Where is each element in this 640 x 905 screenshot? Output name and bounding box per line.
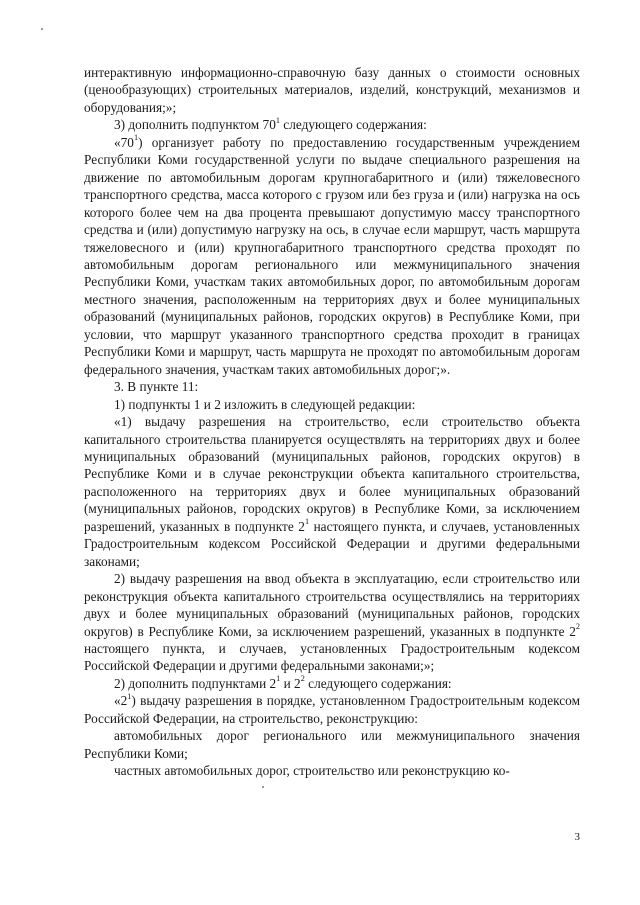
text-run: интерактивную информационно-справочную базу данных о стоимости основных (ценообразующих) строительных материалов, изделий, конструкций, механизмов и оборудования;»; — [84, 65, 580, 115]
paragraph — [84, 64, 580, 116]
paragraph — [84, 692, 580, 727]
text-run: настоящего пункта, и случаев, установленных Градостроительным кодексом Российской Федерации и другими федеральными законами;»; — [84, 640, 580, 674]
paragraph — [84, 413, 580, 570]
text-run: 3. В пункте 11: — [114, 379, 199, 395]
text-run: ) выдачу разрешения в порядке, установленном Градостроительным кодексом Российской Федерации, на строительство, реконструкцию: — [84, 693, 580, 726]
superscript-index: 1 — [275, 115, 280, 125]
text-run: частных автомобильных дорог, строительство или реконструкцию ко- — [114, 763, 510, 779]
document-body — [84, 64, 580, 780]
text-run: 2) дополнить подпунктами 2 — [114, 675, 277, 691]
superscript-index: 1 — [304, 517, 310, 527]
text-run: 1) подпункты 1 и 2 изложить в следующей редакции: — [114, 396, 416, 412]
superscript-index: 1 — [276, 674, 281, 684]
text-run: настоящего пункта, и случаев, установленных Градостроительным кодексом Российской Федерации и другими федеральными законами; — [84, 518, 580, 569]
text-run: «1) выдачу разрешения на строительство, если строительство объекта капитального строительства планируется осуществлять на территориях двух и более муниципальных образований (муниципальных районов, городских округов) в Республике Коми и в случае реконструкции объекта капитального строительства, расположенного на территориях двух и более муниципальных образований (муниципальных районов, городских округов) в Республике Коми, за исключением разрешений, указанных в подпункте 2 — [84, 414, 580, 534]
text-run: ) организует работу по предоставлению государственным учреждением Республики Коми государственной услуги по выдаче специального разрешения на движение по автомобильным дорогам крупногабаритного и (или) тяжеловесного транспортного средства, масса которого с грузом или без груза и (или) нагрузка на ось которого более чем на два процента превышают допустимую массу транспортного средства и (или) допустимую нагрузку на ось, в случае если маршрут, часть маршрута тяжеловесного и (или) крупногабаритного транспортного средства проходят по автомобильным дорогам регионального или межмуниципального значения Республики Коми, участкам таких автомобильных дорог, по автомобильным дорогам местного значения, расположенным на территориях двух и более муниципальных образований (муниципальных районов, городских округов) в Республике Коми, при условии, что маршрут указанного транспортного средства проходит в границах Республики Коми и маршрут, часть маршрута не проходят по автомобильным дорогам федерального значения, участкам таких автомобильных дорог;». — [84, 134, 580, 377]
paragraph — [84, 134, 580, 378]
superscript-index: 2 — [575, 621, 580, 631]
superscript-index: 1 — [133, 133, 139, 143]
scan-speck — [41, 28, 43, 30]
paragraph — [84, 396, 580, 413]
paragraph — [84, 762, 580, 779]
paragraph — [84, 570, 580, 675]
page-number: 3 — [574, 831, 580, 843]
text-run: следующего содержания: — [279, 117, 427, 133]
superscript-index: 2 — [300, 674, 305, 684]
text-run: 3) дополнить подпунктом 70 — [114, 117, 276, 133]
paragraph — [84, 675, 580, 692]
text-run: «2 — [114, 693, 128, 709]
paragraph — [84, 116, 580, 133]
text-run: 2) выдачу разрешения на ввод объекта в эксплуатацию, если строительство или реконструкция объекта капитального строительства осуществлялись на территориях двух и более муниципальных образований (муниципальных районов, городских округов) в Республике Коми, за исключением разрешений, указанных в подпункте 2 — [84, 571, 580, 639]
text-run: автомобильных дорог регионального или межмуниципального значения Республики Коми; — [84, 728, 580, 761]
scan-speck — [262, 786, 264, 788]
text-run: и 2 — [280, 675, 301, 691]
text-run: следующего содержания: — [304, 675, 452, 691]
paragraph — [84, 727, 580, 762]
superscript-index: 1 — [127, 691, 132, 701]
paragraph — [84, 378, 580, 395]
text-run: «70 — [114, 134, 134, 150]
